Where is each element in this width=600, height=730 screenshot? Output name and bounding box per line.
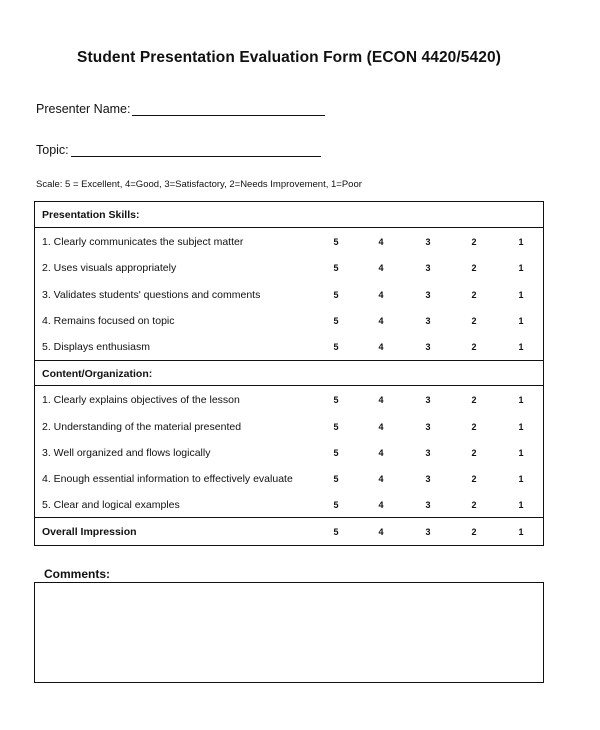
score-2[interactable]: 2 — [471, 422, 477, 432]
score-4[interactable]: 4 — [378, 500, 384, 510]
score-1[interactable]: 1 — [518, 316, 524, 326]
table-row — [35, 229, 543, 255]
overall-impression-row — [35, 519, 543, 545]
score-2[interactable]: 2 — [471, 527, 477, 537]
score-4[interactable]: 4 — [378, 237, 384, 247]
comments-label: Comments: — [44, 567, 111, 581]
score-2[interactable]: 2 — [471, 500, 477, 510]
score-1[interactable]: 1 — [518, 422, 524, 432]
criterion-label: 5. Displays enthusiasm — [42, 341, 150, 353]
score-5[interactable]: 5 — [333, 448, 339, 458]
score-4[interactable]: 4 — [378, 290, 384, 300]
score-1[interactable]: 1 — [518, 342, 524, 352]
score-1[interactable]: 1 — [518, 237, 524, 247]
overall-impression-label: Overall Impression — [42, 526, 137, 538]
score-3[interactable]: 3 — [425, 527, 431, 537]
score-4[interactable]: 4 — [378, 448, 384, 458]
score-3[interactable]: 3 — [425, 316, 431, 326]
criterion-label: 3. Well organized and flows logically — [42, 447, 211, 459]
score-2[interactable]: 2 — [471, 342, 477, 352]
score-1[interactable]: 1 — [518, 474, 524, 484]
score-5[interactable]: 5 — [333, 395, 339, 405]
topic-label: Topic: — [36, 143, 69, 157]
score-3[interactable]: 3 — [425, 395, 431, 405]
table-row — [35, 492, 543, 518]
score-5[interactable]: 5 — [333, 290, 339, 300]
score-3[interactable]: 3 — [425, 500, 431, 510]
criterion-label: 2. Uses visuals appropriately — [42, 262, 177, 274]
table-row — [35, 255, 543, 281]
score-5[interactable]: 5 — [333, 500, 339, 510]
criterion-label: 5. Clear and logical examples — [42, 499, 180, 511]
criterion-label: 4. Enough essential information to effectively evaluate — [42, 473, 293, 485]
score-2[interactable]: 2 — [471, 263, 477, 273]
score-5[interactable]: 5 — [333, 474, 339, 484]
comments-box[interactable] — [34, 582, 544, 683]
score-1[interactable]: 1 — [518, 527, 524, 537]
score-3[interactable]: 3 — [425, 342, 431, 352]
score-5[interactable]: 5 — [333, 316, 339, 326]
section-header-presentation-skills — [35, 202, 543, 228]
score-1[interactable]: 1 — [518, 395, 524, 405]
score-5[interactable]: 5 — [333, 342, 339, 352]
score-2[interactable]: 2 — [471, 448, 477, 458]
criterion-label: 1. Clearly explains objectives of the lesson — [42, 394, 240, 406]
score-5[interactable]: 5 — [333, 422, 339, 432]
score-3[interactable]: 3 — [425, 290, 431, 300]
criterion-label: 2. Understanding of the material presented — [42, 421, 242, 433]
score-3[interactable]: 3 — [425, 422, 431, 432]
table-row — [35, 334, 543, 360]
criterion-label: 1. Clearly communicates the subject matter — [42, 236, 244, 248]
score-5[interactable]: 5 — [333, 263, 339, 273]
score-2[interactable]: 2 — [471, 474, 477, 484]
score-4[interactable]: 4 — [378, 422, 384, 432]
score-3[interactable]: 3 — [425, 237, 431, 247]
presenter-name-line[interactable] — [132, 103, 325, 116]
table-row — [35, 387, 543, 413]
criterion-label: 3. Validates students' questions and comments — [42, 289, 261, 301]
score-3[interactable]: 3 — [425, 263, 431, 273]
section-title: Content/Organization: — [42, 368, 153, 380]
rating-scale-legend: Scale: 5 = Excellent, 4=Good, 3=Satisfactory, 2=Needs Improvement, 1=Poor — [36, 179, 362, 190]
evaluation-table — [34, 201, 544, 546]
score-1[interactable]: 1 — [518, 263, 524, 273]
table-row — [35, 414, 543, 440]
presenter-name-label: Presenter Name: — [36, 102, 131, 116]
table-row — [35, 440, 543, 466]
topic-field[interactable] — [36, 143, 321, 157]
form-title: Student Presentation Evaluation Form (ECON 4420/5420) — [77, 49, 501, 66]
table-row — [35, 282, 543, 308]
score-4[interactable]: 4 — [378, 263, 384, 273]
table-row — [35, 308, 543, 334]
score-2[interactable]: 2 — [471, 316, 477, 326]
presenter-name-field[interactable] — [36, 102, 325, 116]
score-4[interactable]: 4 — [378, 316, 384, 326]
score-4[interactable]: 4 — [378, 342, 384, 352]
score-2[interactable]: 2 — [471, 395, 477, 405]
section-title: Presentation Skills: — [42, 209, 140, 221]
score-5[interactable]: 5 — [333, 237, 339, 247]
score-2[interactable]: 2 — [471, 290, 477, 300]
score-3[interactable]: 3 — [425, 474, 431, 484]
section-header-content-organization — [35, 360, 543, 386]
score-1[interactable]: 1 — [518, 290, 524, 300]
topic-line[interactable] — [71, 144, 321, 157]
score-5[interactable]: 5 — [333, 527, 339, 537]
table-row — [35, 466, 543, 492]
score-4[interactable]: 4 — [378, 527, 384, 537]
score-3[interactable]: 3 — [425, 448, 431, 458]
score-4[interactable]: 4 — [378, 395, 384, 405]
score-1[interactable]: 1 — [518, 448, 524, 458]
score-2[interactable]: 2 — [471, 237, 477, 247]
criterion-label: 4. Remains focused on topic — [42, 315, 175, 327]
score-4[interactable]: 4 — [378, 474, 384, 484]
score-1[interactable]: 1 — [518, 500, 524, 510]
